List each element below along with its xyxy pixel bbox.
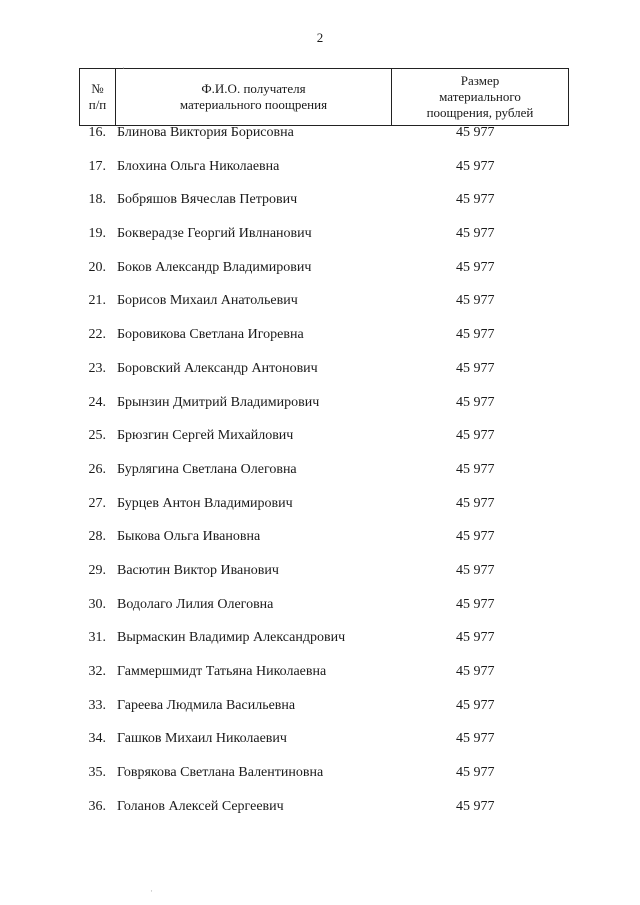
reward-amount: 45 977 — [456, 394, 495, 410]
recipient-name: Боков Александр Владимирович — [117, 259, 312, 275]
recipient-name: Водолаго Лилия Олеговна — [117, 596, 274, 612]
header-number-line2: п/п — [88, 97, 107, 112]
recipient-name: Бокверадзе Георгий Ивлнанович — [117, 226, 312, 242]
header-amount-line3: поощрения, рублей — [426, 105, 534, 120]
reward-amount: 45 977 — [456, 495, 495, 511]
table-row — [0, 696, 640, 730]
row-number: 17. — [88, 158, 106, 174]
reward-amount: 45 977 — [456, 630, 495, 646]
scan-speck: · — [122, 63, 125, 73]
header-name-column — [116, 69, 392, 125]
recipient-name: Быкова Ольга Ивановна — [117, 529, 261, 545]
reward-amount: 45 977 — [456, 192, 495, 208]
recipient-name: Гашков Михаил Николаевич — [117, 731, 287, 747]
recipient-name: Боровикова Светлана Игоревна — [117, 327, 304, 343]
table-row — [0, 763, 640, 797]
row-number: 35. — [88, 765, 106, 781]
header-number-column — [80, 69, 116, 125]
recipient-name: Говрякова Светлана Валентиновна — [117, 765, 324, 781]
reward-amount: 45 977 — [456, 461, 495, 477]
reward-amount: 45 977 — [456, 697, 495, 713]
table-row — [0, 123, 640, 157]
reward-amount: 45 977 — [456, 226, 495, 242]
table-row — [0, 157, 640, 191]
reward-amount: 45 977 — [456, 327, 495, 343]
table-header — [79, 68, 569, 126]
table-row — [0, 426, 640, 460]
table-row — [0, 527, 640, 561]
table-row — [0, 359, 640, 393]
row-number: 23. — [88, 360, 106, 376]
row-number: 32. — [88, 664, 106, 679]
row-number: 25. — [88, 428, 106, 444]
row-number: 16. — [88, 125, 106, 140]
table-row — [0, 190, 640, 224]
recipient-name: Блохина Ольга Николаевна — [117, 158, 280, 174]
row-number: 22. — [88, 327, 106, 343]
reward-amount: 45 977 — [456, 765, 495, 781]
table-row — [0, 325, 640, 359]
recipient-name: Вырмаскин Владимир Александрович — [117, 630, 346, 646]
row-number: 33. — [88, 697, 106, 713]
reward-amount: 45 977 — [456, 158, 495, 174]
table-row — [0, 797, 640, 831]
reward-amount: 45 977 — [456, 596, 495, 612]
recipient-name: Бурцев Антон Владимирович — [117, 495, 293, 511]
recipient-name: Голанов Алексей Сергеевич — [117, 798, 284, 814]
header-amount-line1: Размер — [460, 73, 500, 88]
page-number: 2 — [316, 30, 324, 45]
reward-amount: 45 977 — [456, 798, 495, 814]
scan-speck: · — [150, 886, 153, 896]
recipient-name: Борисов Михаил Анатольевич — [117, 293, 298, 309]
reward-amount: 45 977 — [456, 125, 495, 140]
reward-amount: 45 977 — [456, 664, 495, 679]
row-number: 24. — [88, 394, 106, 410]
table-row — [0, 729, 640, 763]
table-row — [0, 494, 640, 528]
header-name-line1: Ф.И.О. получателя — [201, 81, 306, 96]
header-amount-line2: материального — [439, 89, 521, 104]
recipient-name: Бобряшов Вячеслав Петрович — [117, 192, 298, 208]
recipient-name: Брынзин Дмитрий Владимирович — [117, 394, 320, 410]
row-number: 36. — [88, 798, 106, 814]
recipient-list — [0, 123, 640, 830]
table-row — [0, 460, 640, 494]
reward-amount: 45 977 — [456, 428, 495, 444]
table-row — [0, 595, 640, 629]
table-row — [0, 258, 640, 292]
header-amount-column — [392, 69, 568, 125]
reward-amount: 45 977 — [456, 562, 495, 578]
reward-amount: 45 977 — [456, 360, 495, 376]
table-row — [0, 628, 640, 662]
recipient-name: Брюзгин Сергей Михайлович — [117, 428, 294, 444]
row-number: 19. — [88, 226, 106, 242]
recipient-name: Гаммершмидт Татьяна Николаевна — [117, 664, 327, 679]
table-row — [0, 224, 640, 258]
recipient-name: Блинова Виктория Борисовна — [117, 125, 294, 140]
row-number: 27. — [88, 495, 106, 511]
recipient-name: Васютин Виктор Иванович — [117, 562, 279, 578]
table-row — [0, 393, 640, 427]
recipient-name: Бурлягина Светлана Олеговна — [117, 461, 297, 477]
reward-amount: 45 977 — [456, 293, 495, 309]
table-row — [0, 561, 640, 595]
row-number: 26. — [88, 461, 106, 477]
row-number: 20. — [88, 259, 106, 275]
row-number: 21. — [88, 293, 106, 309]
row-number: 18. — [88, 192, 106, 208]
recipient-name: Боровский Александр Антонович — [117, 360, 318, 376]
header-number-line1: № — [91, 81, 104, 96]
row-number: 28. — [88, 529, 106, 545]
row-number: 34. — [88, 731, 106, 747]
table-row — [0, 291, 640, 325]
table-row — [0, 662, 640, 696]
row-number: 31. — [88, 630, 106, 646]
reward-amount: 45 977 — [456, 259, 495, 275]
reward-amount: 45 977 — [456, 529, 495, 545]
row-number: 30. — [88, 596, 106, 612]
reward-amount: 45 977 — [456, 731, 495, 747]
row-number: 29. — [88, 562, 106, 578]
header-name-line2: материального поощрения — [179, 97, 328, 112]
recipient-name: Гареева Людмила Васильевна — [117, 697, 296, 713]
